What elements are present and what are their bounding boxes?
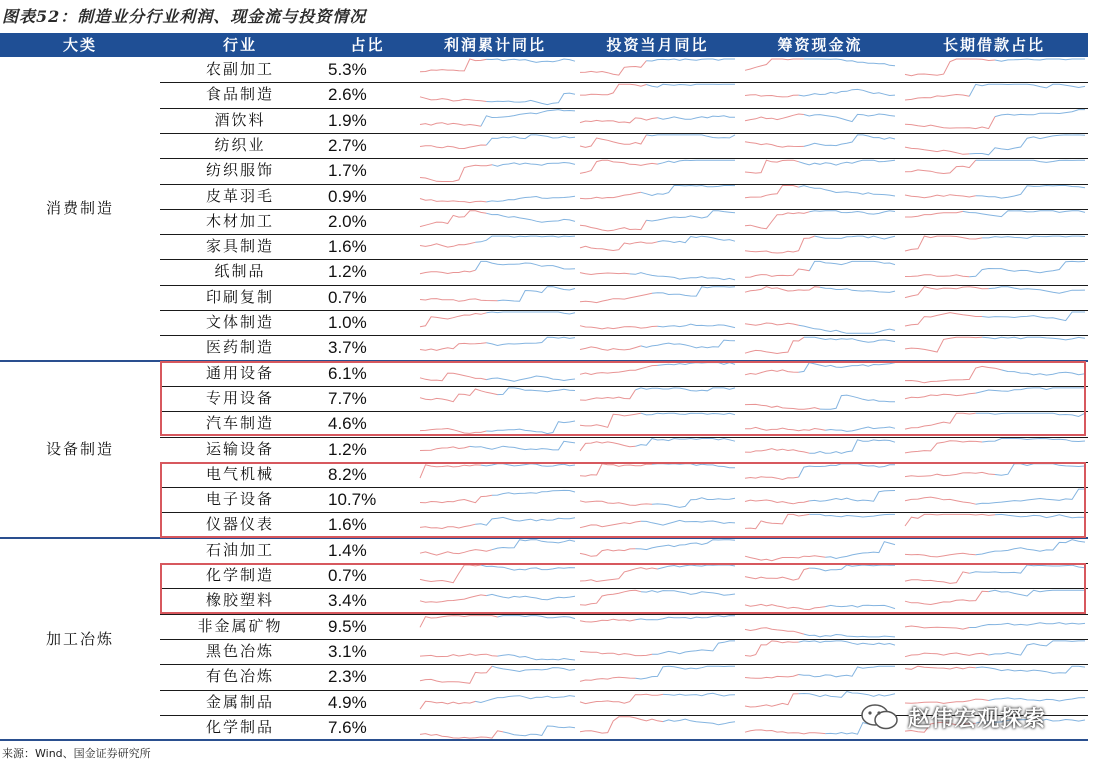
share-value: 2.7% (328, 135, 367, 155)
table-bottom-border (0, 739, 1088, 741)
share-value: 1.6% (328, 237, 367, 257)
share-value: 4.6% (328, 414, 367, 434)
header-loan: 长期借款占比 (942, 36, 1045, 54)
industry-label: 木材加工 (205, 211, 274, 230)
industry-label: 专用设备 (205, 388, 274, 407)
table-row (0, 335, 1088, 360)
table-row (0, 259, 1088, 284)
table-row (0, 82, 1088, 107)
share-value: 3.7% (328, 338, 367, 358)
highlight-box (160, 462, 1086, 538)
industry-label: 食品制造 (205, 85, 274, 104)
industry-label: 石油加工 (205, 540, 274, 559)
industry-label: 酒饮料 (214, 110, 266, 129)
industry-label: 黑色冶炼 (205, 641, 274, 660)
share-value: 7.7% (328, 388, 367, 408)
category-equipment: 设备制造 (45, 439, 114, 458)
table-row (0, 538, 1088, 563)
industry-label: 纸制品 (214, 262, 266, 281)
figure-title: 图表52：制造业分行业利润、现金流与投资情况 (2, 7, 367, 26)
watermark (860, 700, 1046, 734)
share-value: 2.6% (328, 85, 367, 105)
share-value: 10.7% (328, 490, 377, 510)
table-row (0, 57, 1088, 82)
industry-label: 运输设备 (205, 439, 274, 458)
share-value: 0.9% (328, 186, 367, 206)
wechat-icon (860, 702, 900, 732)
industry-label: 皮革羽毛 (205, 186, 274, 205)
table-row (0, 285, 1088, 310)
industry-label: 化学制造 (205, 566, 274, 584)
header-cash: 筹资现金流 (777, 36, 863, 54)
industry-label: 仪器仪表 (205, 515, 274, 534)
table-row (0, 133, 1088, 158)
header-profit: 利润累计同比 (443, 36, 546, 54)
industry-label: 医药制造 (205, 338, 274, 357)
share-value: 9.5% (328, 616, 367, 636)
table-row (0, 664, 1088, 689)
share-value: 1.9% (328, 110, 367, 130)
share-value: 3.4% (328, 591, 367, 611)
industry-label: 农副加工 (205, 60, 274, 78)
table-row (0, 209, 1088, 234)
share-value: 7.6% (328, 717, 367, 737)
data-table (0, 57, 1088, 740)
table-row (0, 437, 1088, 462)
highlight-box (160, 563, 1086, 614)
share-value: 5.3% (328, 60, 367, 79)
share-value: 6.1% (328, 363, 367, 383)
industry-label: 纺织业 (214, 135, 266, 154)
share-value: 2.0% (328, 211, 367, 231)
share-value: 1.2% (328, 439, 367, 459)
category-consumer: 消费制造 (45, 199, 114, 217)
table-header (0, 33, 1088, 57)
industry-label: 有色冶炼 (205, 667, 274, 686)
industry-label: 化学制品 (205, 717, 274, 736)
share-value: 1.7% (328, 161, 367, 181)
watermark-text: 赵伟宏观探索 (908, 706, 1047, 732)
share-value: 4.9% (328, 692, 367, 712)
industry-label: 文体制造 (205, 313, 274, 331)
table-row (0, 639, 1088, 664)
header-industry: 行业 (222, 36, 257, 54)
table-row (0, 108, 1088, 133)
share-value: 2.3% (328, 667, 367, 687)
industry-label: 汽车制造 (205, 414, 274, 433)
share-value: 1.0% (328, 313, 367, 332)
share-value: 3.1% (328, 641, 367, 661)
table-row (0, 184, 1088, 209)
industry-label: 金属制品 (205, 692, 274, 711)
header-invest: 投资当月同比 (606, 36, 709, 54)
share-value: 0.7% (328, 287, 367, 307)
table-row (0, 310, 1088, 335)
header-category: 大类 (62, 36, 97, 54)
share-value: 1.4% (328, 540, 367, 560)
table-row (0, 158, 1088, 183)
table-row (0, 234, 1088, 259)
share-value: 8.2% (328, 464, 367, 484)
header-share: 占比 (350, 36, 385, 54)
industry-label: 非金属矿物 (197, 616, 283, 635)
industry-label: 电气机械 (205, 464, 274, 483)
industry-label: 橡胶塑料 (205, 591, 274, 610)
highlight-box (160, 361, 1086, 437)
table-row (0, 614, 1088, 639)
industry-label: 纺织服饰 (205, 161, 274, 180)
industry-label: 印刷复制 (205, 287, 274, 306)
source-note: 来源：Wind、国金证券研究所 (2, 747, 151, 760)
share-value: 1.6% (328, 515, 367, 535)
industry-label: 通用设备 (205, 363, 274, 382)
share-value: 0.7% (328, 566, 367, 585)
industry-label: 家具制造 (205, 237, 274, 256)
share-value: 1.2% (328, 262, 367, 282)
industry-label: 电子设备 (205, 490, 274, 509)
category-processing: 加工冶炼 (45, 629, 114, 648)
